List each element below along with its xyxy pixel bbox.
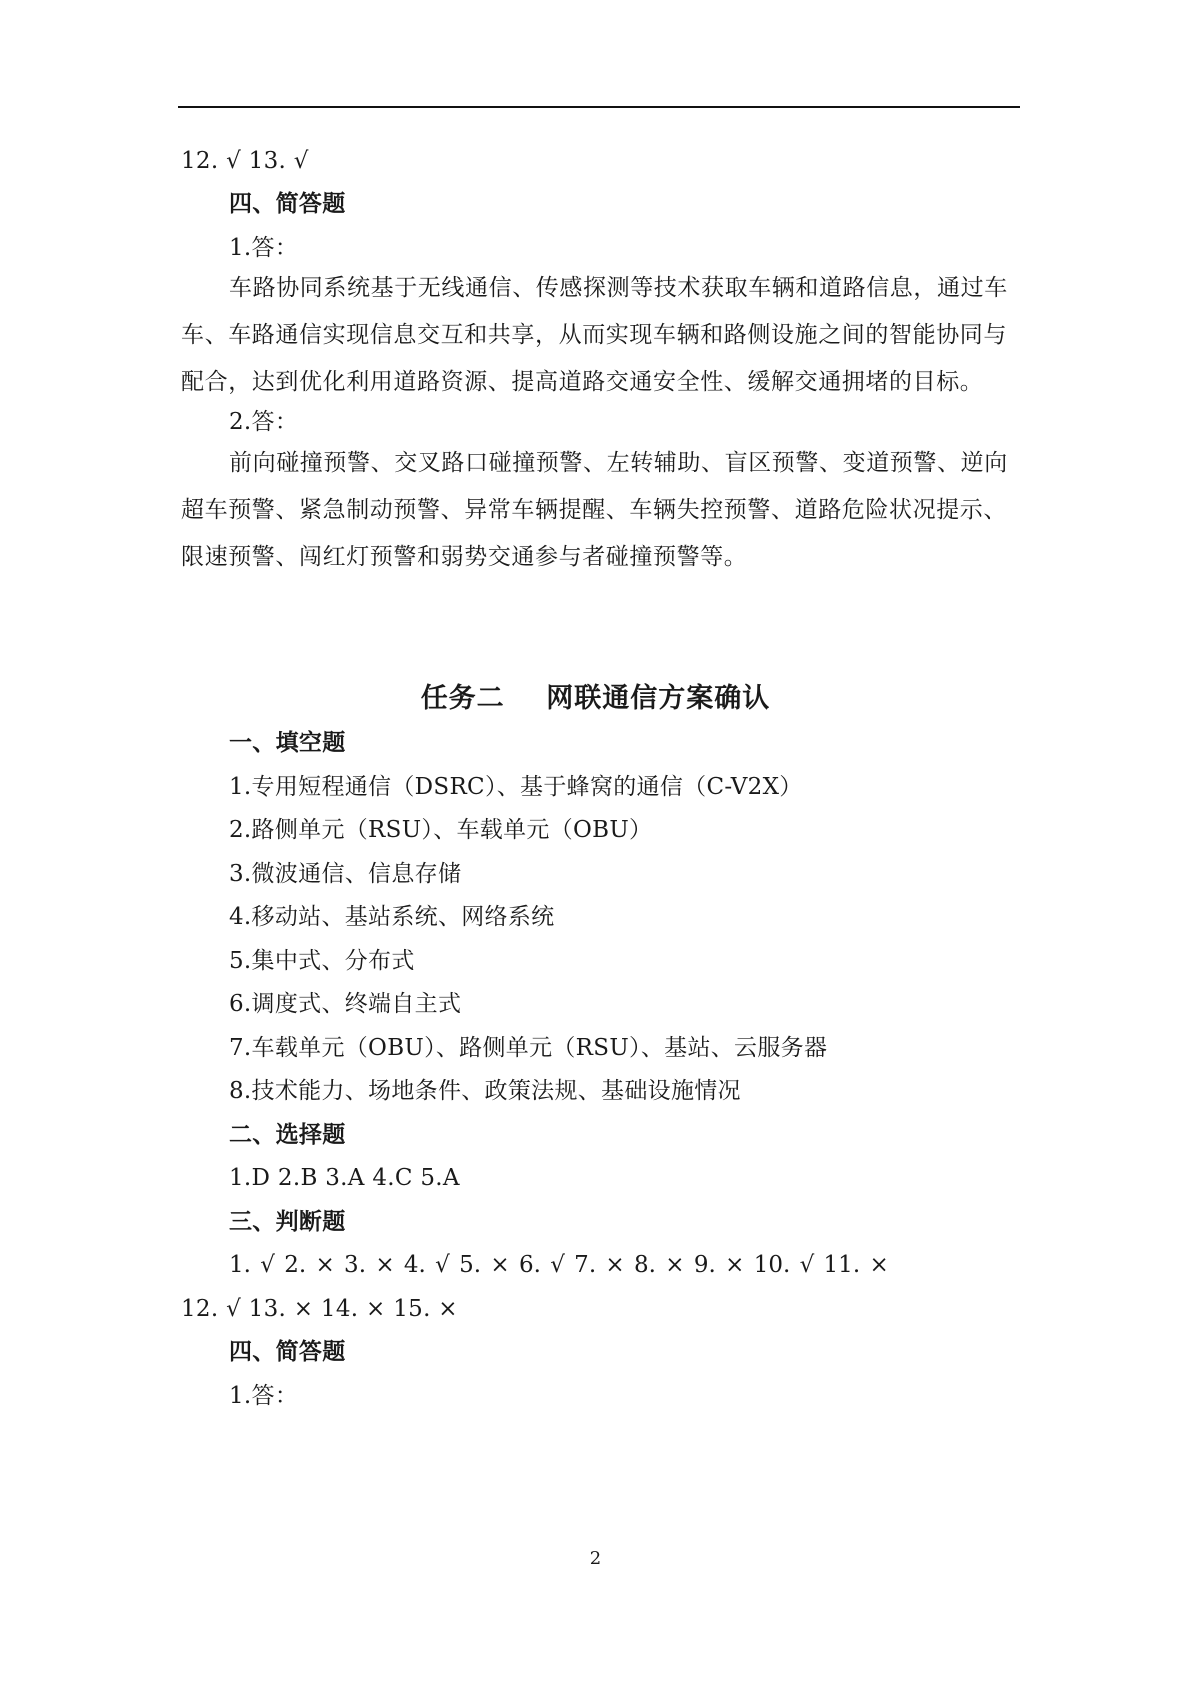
- task-title: 任务二 网联通信方案确认: [420, 683, 771, 714]
- answer-2-text: 前向碰撞预警、交叉路口碰撞预警、左转辅助、盲区预警、变道预警、逆向超车预警、紧急制动预警、异常车辆提醒、车辆失控预警、道路危险状况提示、限速预警、闯红灯预警和弱势交通参与者碰撞预警等。: [181, 450, 1008, 570]
- judge-answers-continued: 12. √ 13. √: [181, 148, 309, 174]
- page-number: 2: [589, 1548, 602, 1569]
- fill-blank-item: 6.调度式、终端自主式: [229, 991, 462, 1017]
- answer-2-label: 2.答：: [229, 409, 299, 435]
- short-answer-heading-2: 四、简答题: [229, 1339, 346, 1365]
- answer-1-label-2: 1.答：: [229, 1383, 299, 1409]
- fill-blank-item: 5.集中式、分布式: [229, 948, 415, 974]
- short-answer-heading: 四、简答题: [229, 191, 346, 217]
- answer-1-label: 1.答：: [229, 235, 299, 261]
- fill-blank-item: 8.技术能力、场地条件、政策法规、基础设施情况: [229, 1078, 741, 1104]
- answer-1-text: 车路协同系统基于无线通信、传感探测等技术获取车辆和道路信息，通过车车、车路通信实现信息交互和共享，从而实现车辆和路侧设施之间的智能协同与配合，达到优化利用道路资源、提高道路交通安全性、缓解交通拥堵的目标。: [181, 275, 1008, 395]
- fill-blank-item: 2.路侧单元（RSU）、车载单元（OBU）: [229, 817, 653, 843]
- fill-blank-heading: 一、填空题: [229, 730, 346, 756]
- choice-answers: 1.D 2.B 3.A 4.C 5.A: [229, 1165, 460, 1191]
- judge-heading: 三、判断题: [229, 1209, 346, 1235]
- fill-blank-item: 7.车载单元（OBU）、路侧单元（RSU）、基站、云服务器: [229, 1035, 828, 1061]
- fill-blank-item: 3.微波通信、信息存储: [229, 861, 462, 887]
- fill-blank-item: 4.移动站、基站系统、网络系统: [229, 904, 555, 930]
- judge-answers-row-2: 12. √ 13. × 14. × 15. ×: [181, 1296, 458, 1322]
- fill-blank-item: 1.专用短程通信（DSRC）、基于蜂窝的通信（C-V2X）: [229, 774, 803, 800]
- judge-answers-row-1: 1. √ 2. × 3. × 4. √ 5. × 6. √ 7. × 8. × 9. × 10. √ 11. ×: [229, 1252, 889, 1278]
- header-rule: [178, 106, 1020, 108]
- choice-heading: 二、选择题: [229, 1122, 346, 1148]
